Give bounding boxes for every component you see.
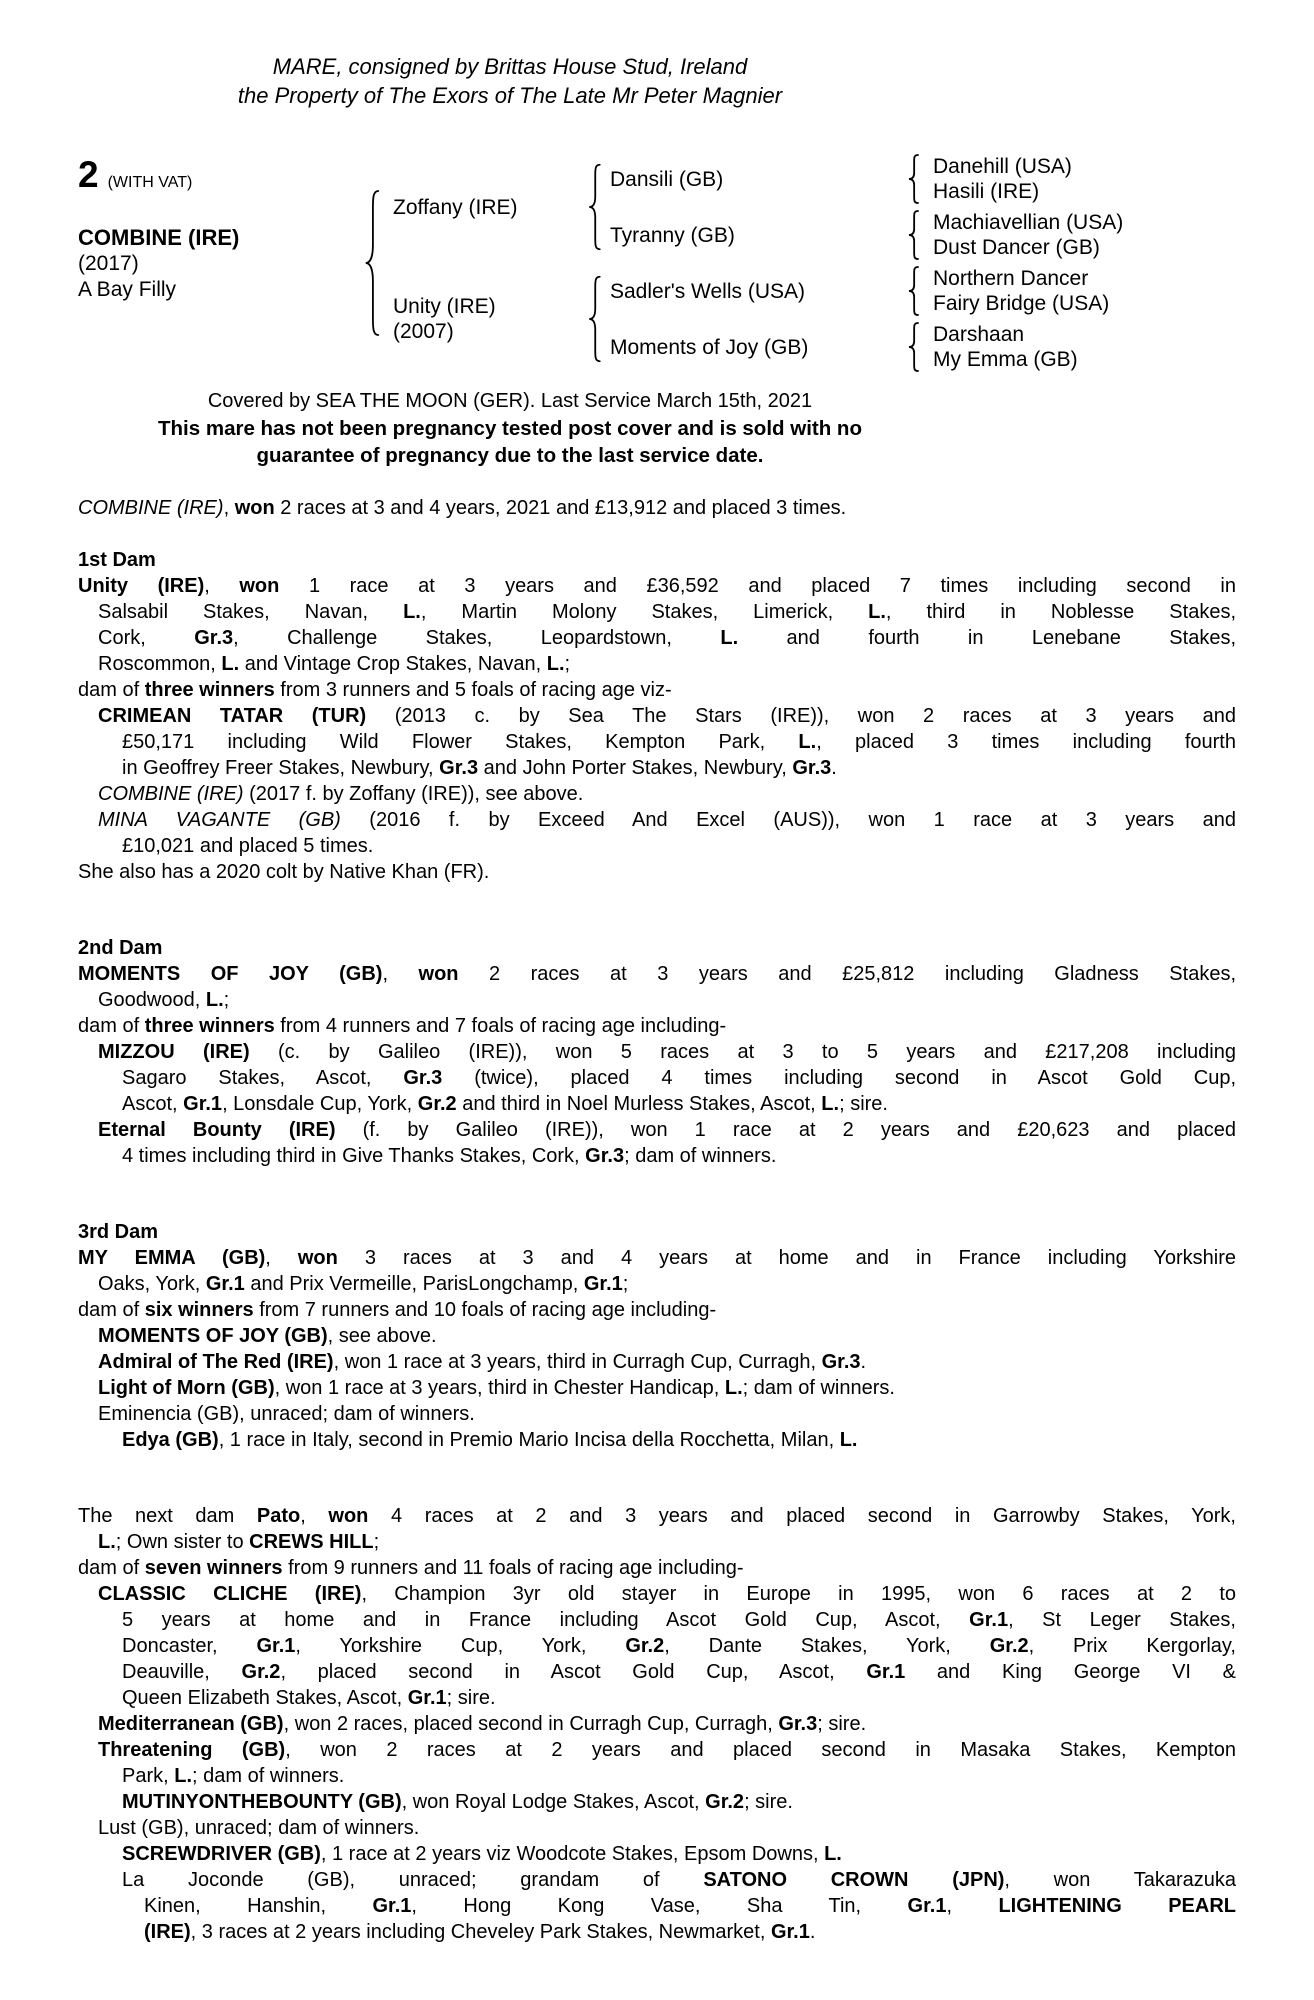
subject-description: A Bay Filly <box>78 277 177 301</box>
pedigree-text-line <box>78 1685 1236 1711</box>
text-run: 5 years at home and in France including Ascot Gold Cup, Ascot, <box>122 1609 970 1631</box>
text-run: , won 2 races at 2 years and placed second in Masaka Stakes, Kempton <box>285 1739 1236 1761</box>
pedigree-text-line <box>78 1607 1236 1633</box>
text-run: Mediterranean (GB) <box>98 1713 284 1735</box>
text-run: Gr.1 <box>866 1661 906 1683</box>
pedigree-text-line <box>78 1245 1236 1271</box>
text-run: Deauville, <box>122 1661 242 1683</box>
text-run: , Martin Molony Stakes, Limerick, <box>420 601 869 623</box>
text-run: , see above. <box>327 1325 437 1347</box>
text-run: six winners <box>144 1299 254 1321</box>
text-run: (c. by Galileo (IRE)), won 5 races at 3 to 5 years and £217,208 including <box>249 1041 1236 1063</box>
grandparent-name: Tyranny (GB) <box>610 223 735 247</box>
text-run: ; <box>622 1273 629 1295</box>
text-run: Gr.1 <box>583 1273 623 1295</box>
text-run: L. <box>205 989 224 1011</box>
text-run: La Joconde (GB), unraced; grandam of <box>122 1869 704 1891</box>
text-run: Edya (GB) <box>122 1429 219 1451</box>
text-run: ; <box>223 989 230 1011</box>
text-run: Eternal Bounty (IRE) <box>98 1119 336 1141</box>
text-run: Pato <box>256 1505 301 1527</box>
covering-block <box>78 388 942 469</box>
subject-name: COMBINE (IRE) <box>78 224 240 250</box>
grandsire-branch <box>610 154 1123 204</box>
brace-icon <box>907 154 920 204</box>
dam-section-heading: 3rd Dam <box>78 1221 159 1243</box>
text-run: Unity (IRE) <box>78 575 205 597</box>
text-run: Gr.2 <box>625 1635 665 1657</box>
text-run: 2 races at 3 years and £25,812 including Gladness Stakes, <box>458 963 1236 985</box>
text-run: Kinen, Hanshin, <box>144 1895 373 1917</box>
pedigree-text-line <box>78 1893 1236 1919</box>
sire-name: Zoffany (IRE) <box>393 195 518 219</box>
text-run: ; <box>564 653 571 675</box>
text-run: CRIMEAN TATAR (TUR) <box>98 705 367 727</box>
dam-section-heading: 1st Dam <box>78 549 156 571</box>
text-run: three winners <box>144 679 275 701</box>
text-run: in Geoffrey Freer Stakes, Newbury, <box>122 757 440 779</box>
lot-block <box>78 154 363 372</box>
text-run: (2016 f. by Exceed And Excel (AUS)), won 1 race at 3 years and <box>340 809 1236 831</box>
grandparent-name: Moments of Joy (GB) <box>610 335 809 359</box>
pedigree-text-line <box>78 1789 1236 1815</box>
text-run: dam of <box>78 1299 145 1321</box>
pedigree-table <box>78 154 1236 372</box>
text-run: L. <box>403 601 421 623</box>
text-run: , <box>946 1895 999 1917</box>
text-run: Sagaro Stakes, Ascot, <box>122 1067 404 1089</box>
text-run: , <box>382 963 419 985</box>
text-run: and John Porter Stakes, Newbury, <box>478 757 793 779</box>
text-run: dam of <box>78 679 145 701</box>
pedigree-text-line <box>78 1013 1236 1039</box>
great-grandparent-name: Northern Dancer <box>933 267 1089 290</box>
grandparent-name: Sadler's Wells (USA) <box>610 279 805 303</box>
text-run: from 3 runners and 5 foals of racing age viz- <box>274 679 672 701</box>
grandsire-branch <box>610 266 1109 316</box>
text-run: Ascot, <box>122 1093 184 1115</box>
pedigree-text-line <box>78 573 1236 599</box>
pedigree-text-line <box>78 1633 1236 1659</box>
pedigree-text-line <box>78 1401 1236 1427</box>
great-grandparent-name: Darshaan <box>933 323 1025 346</box>
pedigree-text-line <box>78 859 1236 885</box>
parents-column <box>393 154 1123 372</box>
granddam-branch <box>610 322 1109 372</box>
dam-grandparents <box>610 266 1109 372</box>
text-run: Lust (GB), unraced; dam of winners. <box>98 1817 420 1839</box>
text-run: Gr.1 <box>205 1273 245 1295</box>
text-run: , 3 races at 2 years including Cheveley Park Stakes, Newmarket, <box>190 1921 771 1943</box>
text-run: L. <box>798 731 817 753</box>
text-run: LIGHTENING PEARL <box>998 1895 1236 1917</box>
text-run: L. <box>839 1429 858 1451</box>
text-run: and Prix Vermeille, ParisLongchamp, <box>244 1273 584 1295</box>
brace-icon <box>363 188 381 338</box>
pedigree-text-line <box>78 987 1236 1013</box>
pedigree-text-line <box>78 1841 1236 1867</box>
text-run: ; <box>373 1531 380 1553</box>
pedigree-text-line <box>78 1065 1236 1091</box>
text-run: and King George VI & <box>905 1661 1236 1683</box>
text-run: Gr.3 <box>585 1145 625 1167</box>
text-run: , <box>300 1505 329 1527</box>
pedigree-text-line <box>78 1737 1236 1763</box>
pedigree-text-line <box>78 651 1236 677</box>
sire-name-cell <box>393 195 587 220</box>
text-run: , 1 race at 2 years viz Woodcote Stakes, Epsom Downs, <box>320 1843 825 1865</box>
pedigree-text-line <box>78 1503 1236 1529</box>
text-run: 4 times including third in Give Thanks Stakes, Cork, <box>122 1145 586 1167</box>
pedigree-text-line <box>78 677 1236 703</box>
sire-branch <box>393 154 1123 260</box>
text-run: The next dam <box>78 1505 257 1527</box>
brace-icon <box>907 210 920 260</box>
text-run: , won Takarazuka <box>1004 1869 1236 1891</box>
text-run: , <box>265 1247 298 1269</box>
great-grandparent-pair <box>933 322 1109 372</box>
text-run: , 1 race in Italy, second in Premio Mario Incisa della Rocchetta, Milan, <box>218 1429 840 1451</box>
great-grandparent-name: Dust Dancer (GB) <box>933 236 1100 259</box>
text-run: won <box>418 963 459 985</box>
text-run: , placed second in Ascot Gold Cup, Ascot, <box>280 1661 867 1683</box>
pedigree-text-line <box>78 1659 1236 1685</box>
pedigree-text-line <box>78 1581 1236 1607</box>
text-run: Gr.3 <box>403 1067 443 1089</box>
brace-icon <box>587 163 602 251</box>
pedigree-text-line <box>78 1271 1236 1297</box>
text-run: L. <box>724 1377 743 1399</box>
text-run: Gr.1 <box>770 1921 810 1943</box>
pedigree-text-line <box>78 833 1236 859</box>
text-run: seven winners <box>144 1557 283 1579</box>
dam-year: (2007) <box>393 320 454 343</box>
brace-icon <box>907 266 920 316</box>
dam-name: Unity (IRE) <box>393 295 496 318</box>
text-run: Goodwood, <box>98 989 206 1011</box>
text-run: won <box>328 1505 369 1527</box>
text-run: COMBINE (IRE) <box>98 783 244 805</box>
text-run: ; sire. <box>446 1687 496 1709</box>
text-run: MY EMMA (GB) <box>78 1247 266 1269</box>
pedigree-text-line <box>78 1711 1236 1737</box>
great-grandparent-name: Fairy Bridge (USA) <box>933 292 1110 315</box>
pedigree-text-line <box>78 1091 1236 1117</box>
great-grandparent-name: Machiavellian (USA) <box>933 211 1124 234</box>
text-run: Salsabil Stakes, Navan, <box>98 601 404 623</box>
pedigree-text-line <box>78 703 1236 729</box>
pregnancy-warning: guarantee of pregnancy due to the last service date. <box>256 444 764 467</box>
text-run: , placed 3 times including fourth <box>816 731 1236 753</box>
pregnancy-warning: This mare has not been pregnancy tested post cover and is sold with no <box>158 417 862 440</box>
text-run: L. <box>868 601 886 623</box>
brace-icon <box>907 322 920 372</box>
lot-line <box>78 154 192 196</box>
text-run: Light of Morn (GB) <box>98 1377 275 1399</box>
text-run: MIZZOU (IRE) <box>98 1041 250 1063</box>
pedigree-text-line <box>78 1297 1236 1323</box>
text-run: Threatening (GB) <box>98 1739 286 1761</box>
text-run: She also has a 2020 colt by Native Khan (FR). <box>78 861 490 883</box>
pedigree-text-line <box>78 1867 1236 1893</box>
text-run: , <box>204 575 240 597</box>
pedigree-text-line <box>78 1815 1236 1841</box>
grandparent-name: Dansili (GB) <box>610 167 724 191</box>
text-run: , won 1 race at 3 years, third in Chester Handicap, <box>274 1377 725 1399</box>
text-run: Gr.2 <box>989 1635 1029 1657</box>
pedigree-text-line <box>78 807 1236 833</box>
text-run: ; dam of winners. <box>192 1765 345 1787</box>
pedigree-text-line <box>78 961 1236 987</box>
text-run: (2013 c. by Sea The Stars (IRE)), won 2 races at 3 years and <box>366 705 1236 727</box>
property-line: the Property of The Exors of The Late Mr Peter Magnier <box>237 83 783 108</box>
lot-vat-note: (WITH VAT) <box>107 174 193 191</box>
text-run: . <box>809 1921 816 1943</box>
text-run: and Vintage Crop Stakes, Navan, <box>239 653 547 675</box>
great-grandparent-name: Hasili (IRE) <box>933 180 1040 203</box>
pedigree-text-line <box>78 755 1236 781</box>
text-run: 3 races at 3 and 4 years at home and in France including Yorkshire <box>337 1247 1236 1269</box>
pedigree-text-line <box>78 1117 1236 1143</box>
text-run: SATONO CROWN (JPN) <box>703 1869 1005 1891</box>
text-run: won <box>297 1247 338 1269</box>
text-run: , St Leger Stakes, <box>1008 1609 1236 1631</box>
pedigree-text-line <box>78 1143 1236 1169</box>
text-run: CLASSIC CLICHE (IRE) <box>98 1583 362 1605</box>
consignor-header <box>78 52 942 110</box>
great-grandparent-pair <box>933 154 1123 204</box>
pedigree-text-line <box>78 1375 1236 1401</box>
text-run: , Champion 3yr old stayer in Europe in 1995, won 6 races at 2 to <box>361 1583 1237 1605</box>
text-run: and fourth in Lenebane Stakes, <box>738 627 1237 649</box>
text-run: , Challenge Stakes, Leopardstown, <box>233 627 721 649</box>
text-run: MOMENTS OF JOY (GB) <box>78 963 383 985</box>
granddam-branch <box>610 210 1123 260</box>
text-run: £10,021 and placed 5 times. <box>122 835 374 857</box>
text-run: dam of <box>78 1557 145 1579</box>
text-run: Cork, <box>98 627 195 649</box>
text-run: . <box>831 757 837 779</box>
text-run: Gr.1 <box>372 1895 412 1917</box>
text-run: Gr.1 <box>407 1687 447 1709</box>
text-run: Gr.3 <box>439 757 479 779</box>
text-run: CREWS HILL <box>249 1531 374 1553</box>
subject-block <box>78 224 363 303</box>
pedigree-text-line <box>78 1529 1236 1555</box>
text-run: £50,171 including Wild Flower Stakes, Kempton Park, <box>122 731 799 753</box>
text-run: Gr.2 <box>417 1093 457 1115</box>
text-run: ; dam of winners. <box>742 1377 895 1399</box>
text-run: , Lonsdale Cup, York, <box>222 1093 418 1115</box>
text-run: Gr.2 <box>705 1791 745 1813</box>
great-grandparent-pair <box>933 210 1123 260</box>
text-run: , Prix Kergorlay, <box>1028 1635 1236 1657</box>
text-run: , won 2 races, placed second in Curragh Cup, Curragh, <box>283 1713 779 1735</box>
dam-branch <box>393 266 1123 372</box>
text-run: . <box>860 1351 867 1373</box>
pedigree-text-line <box>78 495 1236 521</box>
text-run: Oaks, York, <box>98 1273 206 1295</box>
great-grandparent-name: My Emma (GB) <box>933 348 1078 371</box>
text-run: , third in Noblesse Stakes, <box>885 601 1236 623</box>
text-run: Gr.3 <box>821 1351 861 1373</box>
text-run: COMBINE (IRE) <box>78 497 224 519</box>
text-run: Gr.3 <box>778 1713 818 1735</box>
text-run: Gr.2 <box>241 1661 281 1683</box>
text-run: dam of <box>78 1015 145 1037</box>
text-run: (2017 f. by Zoffany (IRE)), see above. <box>243 783 584 805</box>
text-run: ; dam of winners. <box>624 1145 777 1167</box>
text-run: ; sire. <box>839 1093 888 1115</box>
text-run: from 9 runners and 11 foals of racing age including- <box>282 1557 744 1579</box>
text-run: , won Royal Lodge Stakes, Ascot, <box>401 1791 706 1813</box>
text-run: Gr.1 <box>256 1635 296 1657</box>
text-run: Gr.3 <box>792 757 832 779</box>
text-run: (twice), placed 4 times including second in Ascot Gold Cup, <box>442 1067 1236 1089</box>
text-run: from 7 runners and 10 foals of racing age including- <box>253 1299 717 1321</box>
text-run: won <box>234 497 275 519</box>
text-run: MUTINYONTHEBOUNTY (GB) <box>122 1791 402 1813</box>
text-run: L. <box>720 627 739 649</box>
text-run: 2 races at 3 and 4 years, 2021 and £13,912 and placed 3 times. <box>274 497 847 519</box>
text-run: Gr.3 <box>194 627 234 649</box>
pedigree-text-line <box>78 1323 1236 1349</box>
text-run: from 4 runners and 7 foals of racing age including- <box>274 1015 727 1037</box>
text-run: , Dante Stakes, York, <box>664 1635 990 1657</box>
text-run: L. <box>174 1765 193 1787</box>
text-run: (IRE) <box>144 1921 191 1943</box>
text-run: L. <box>824 1843 842 1865</box>
text-run: , <box>223 497 235 519</box>
text-run: L. <box>546 653 565 675</box>
pedigree-text-line <box>78 599 1236 625</box>
text-run: won <box>239 575 280 597</box>
great-grandparent-pair <box>933 266 1109 316</box>
text-run: Eminencia (GB), unraced; dam of winners. <box>98 1403 475 1425</box>
text-run: ; Own sister to <box>115 1531 250 1553</box>
lot-number: 2 <box>78 154 100 195</box>
section-spacer <box>78 1169 1236 1219</box>
text-run: , Yorkshire Cup, York, <box>295 1635 626 1657</box>
text-run: ; sire. <box>817 1713 867 1735</box>
section-spacer <box>78 1453 1236 1503</box>
text-run: MINA VAGANTE (GB) <box>98 809 341 831</box>
text-run: L. <box>221 653 240 675</box>
catalogue-body <box>78 495 1236 1945</box>
text-run: , won 1 race at 3 years, third in Curragh Cup, Curragh, <box>333 1351 822 1373</box>
text-run: Queen Elizabeth Stakes, Ascot, <box>122 1687 408 1709</box>
text-run: and third in Noel Murless Stakes, Ascot, <box>456 1093 822 1115</box>
dam-section-heading: 2nd Dam <box>78 937 163 959</box>
pedigree-text-line <box>78 729 1236 755</box>
pedigree-text-line <box>78 625 1236 651</box>
covering-statement: Covered by SEA THE MOON (GER). Last Service March 15th, 2021 <box>207 390 813 412</box>
text-run: Gr.1 <box>907 1895 947 1917</box>
pedigree-text-line <box>78 1427 1236 1453</box>
text-run: , Hong Kong Vase, Sha Tin, <box>411 1895 908 1917</box>
text-run: Doncaster, <box>122 1635 257 1657</box>
text-run: (f. by Galileo (IRE)), won 1 race at 2 years and £20,623 and placed <box>335 1119 1237 1141</box>
text-run: Gr.1 <box>969 1609 1009 1631</box>
sire-grandparents <box>610 154 1123 260</box>
subject-year: (2017) <box>78 251 139 275</box>
text-run: 4 races at 2 and 3 years and placed second in Garrowby Stakes, York, <box>368 1505 1236 1527</box>
pedigree-text-line <box>78 1349 1236 1375</box>
text-run: three winners <box>144 1015 275 1037</box>
great-grandparent-name: Danehill (USA) <box>933 155 1072 178</box>
text-run: 1 race at 3 years and £36,592 and placed 7 times including second in <box>279 575 1236 597</box>
text-run: Admiral of The Red (IRE) <box>98 1351 334 1373</box>
pedigree-text-line <box>78 1555 1236 1581</box>
brace-icon <box>587 275 602 363</box>
text-run: MOMENTS OF JOY (GB) <box>98 1325 328 1347</box>
pedigree-text-line <box>78 1763 1236 1789</box>
text-run: Gr.1 <box>183 1093 223 1115</box>
text-run: L. <box>821 1093 840 1115</box>
pedigree-text-line <box>78 1919 1236 1945</box>
dam-name-cell <box>393 294 587 344</box>
text-run: Park, <box>122 1765 175 1787</box>
text-run: L. <box>98 1531 116 1553</box>
text-run: ; sire. <box>744 1791 793 1813</box>
consignor-line: MARE, consigned by Brittas House Stud, Ireland <box>272 54 748 79</box>
text-run: Roscommon, <box>98 653 222 675</box>
pedigree-text-line <box>78 1039 1236 1065</box>
pedigree-text-line <box>78 781 1236 807</box>
section-spacer <box>78 521 1236 547</box>
section-spacer <box>78 885 1236 935</box>
text-run: SCREWDRIVER (GB) <box>122 1843 321 1865</box>
